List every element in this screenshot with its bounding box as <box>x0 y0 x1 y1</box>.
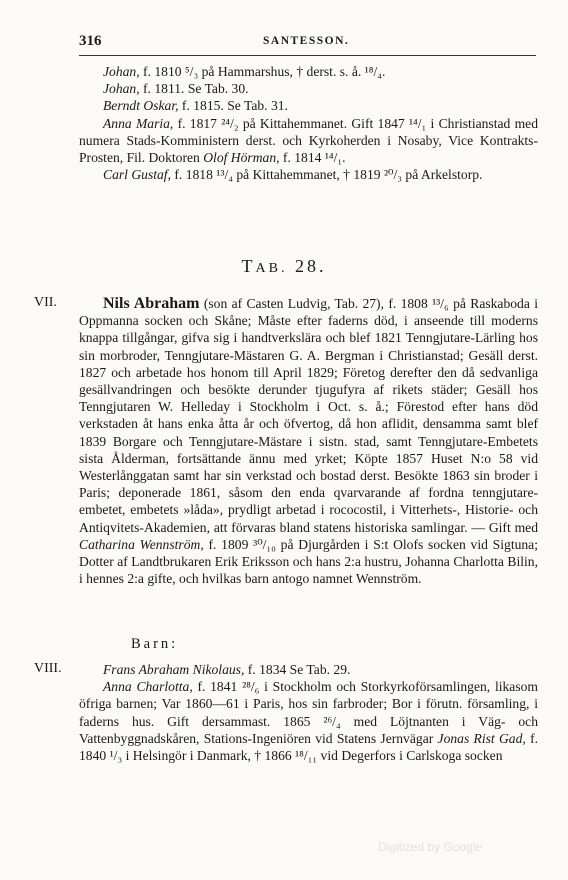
person-name: Johan, <box>103 64 140 79</box>
running-title: SANTESSON. <box>263 35 350 47</box>
person-name: Anna Charlotta, <box>103 679 193 695</box>
entry-text: f. 1809 ³⁰/₁₀ på Djurgården i S:t Olofs socken vid Sigtuna; Dotter af Landtbrukaren Erik Eriksson och hans 2:a hustru, Johanna Charlotta Bilin, i hennes 2:a gifte, och hvilkas barn antogo namnet Wennström. <box>79 536 538 587</box>
entry-text: f. 1814 ¹⁴/₁. <box>279 150 346 166</box>
header-rule <box>79 55 536 56</box>
generation-number-vii: VII. <box>34 295 57 310</box>
entry-johan-1810 <box>79 63 538 80</box>
entry-johan-1811 <box>79 80 538 97</box>
person-name: Frans Abraham Nikolaus, <box>103 662 245 677</box>
entry-text: f. 1810 ⁵/₃ på Hammarshus, † derst. s. å. ¹⁸/₄. <box>139 64 386 79</box>
person-name: Jonas Rist Gad, <box>437 730 526 746</box>
entry-text: f. 1840 ¹/₃ i Helsingör i Danmark, † 1866 ¹⁸/₁₁ vid Degerfors i Carlskoga socken <box>79 730 539 764</box>
person-name: Berndt Oskar, <box>103 98 179 114</box>
person-name: Carl Gustaf, <box>103 167 171 183</box>
person-name: Catharina Wennström, <box>79 536 204 552</box>
entry-text: f. 1817 ²⁴/₂ på Kittahemmanet. Gift 1847 ¹⁴/₁ i Christianstad med numera Stads-Komministern derst. och Kyrkoherden i Nosaby, Vice Kontrakts-Prosten, Fil. Doktoren <box>79 115 538 166</box>
section-vii <box>79 295 538 587</box>
tab-heading-number: 28. <box>294 256 327 276</box>
entry-anna-maria <box>79 115 538 167</box>
page-header <box>79 33 538 53</box>
tab-heading-initial: T <box>241 256 256 276</box>
person-name-nils-abraham: Nils Abraham <box>103 295 200 312</box>
nils-abraham-paragraph <box>79 295 538 587</box>
generation-number-viii: VIII. <box>34 661 62 676</box>
entry-text: (son af Casten Ludvig, Tab. 27), f. 1808 ¹³/₆ på Raskaboda i Oppmanna socken och Skåne; Måste efter faderns död, i anseende till moderns knappa tillgångar, gifva sig i handtverkslära och blef 1821 Tenngjutare-Lärling hos sin morbroder, Tenngjutare-Mästaren G. A. Bergman i Christianstad; Gesäll derst. 1827 och arbetade hos honom till April 1829; Företog derefter den då sedvanliga gesällvandringen och besökte derunder tjugufyra af rikets städer; Gesäll hos Tenngjutaren W. Helleday i Stockholm i Oct. s. å.; Förestod efter hans död verkstaden åt hans enka åtta år och öfvertog, då hon aflidit, densamma samt blef 1839 Borgare och Tenngjutare-Mästare i sistn. stad, samt Tenngjutare-Embetets sista Ålderman, fortsättande ännu med yrket; Köpte 1857 Huset N:o 58 vid Westerlånggatan samt har sin verkstad och bostad derst. Besökte 1863 sin broder i Paris; deponerade 1861, såsom den enda qvarvarande af fordna tenngjutare-embetet, embetets »låda», prydligt arbetad i rococostil, i Vitterhets-, Historie- och Antiqvitets-Akademien, att förvaras bland statens historiska samlingar. — Gift med <box>79 296 538 535</box>
entry-text: f. 1834 Se Tab. 29. <box>244 662 351 677</box>
entry-text: f. 1818 ¹³/₄ på Kittahemmanet, † 1819 ²⁰/₃ på Arkelstorp. <box>170 167 483 183</box>
person-name: Anna Maria, <box>103 115 174 131</box>
tab-heading-word: AB. <box>255 261 288 276</box>
entry-berndt-oskar <box>79 97 538 114</box>
watermark: Digitized by Google <box>378 840 483 854</box>
section-viii <box>79 661 538 764</box>
person-name: Olof Hörman, <box>203 150 280 166</box>
entry-text: f. 1841 ²⁸/₆ i Stockholm och Storkyrkoförsamlingen, likasom öfriga barnen; Var 1860—61 i Paris, hos sin farbroder; Bor i förutn. församling, i faderns hus. Gift dersammast. 1865 ²⁶/₄ med Löjtnanten i Väg- och Vattenbyggnadskåren, Stations-Ingeniören vid Statens Jernvägar <box>79 679 538 746</box>
entry-text: f. 1815. Se Tab. 31. <box>178 98 288 114</box>
entry-anna-charlotta <box>79 678 538 764</box>
entry-carl-gustaf <box>79 166 538 183</box>
top-entries <box>79 63 538 183</box>
tab-heading <box>0 256 568 277</box>
entry-frans-abraham <box>79 661 538 678</box>
children-label: Barn: <box>131 636 179 652</box>
entry-text: f. 1811. Se Tab. 30. <box>139 81 249 97</box>
page-number: 316 <box>79 33 102 49</box>
person-name: Johan, <box>103 81 140 97</box>
